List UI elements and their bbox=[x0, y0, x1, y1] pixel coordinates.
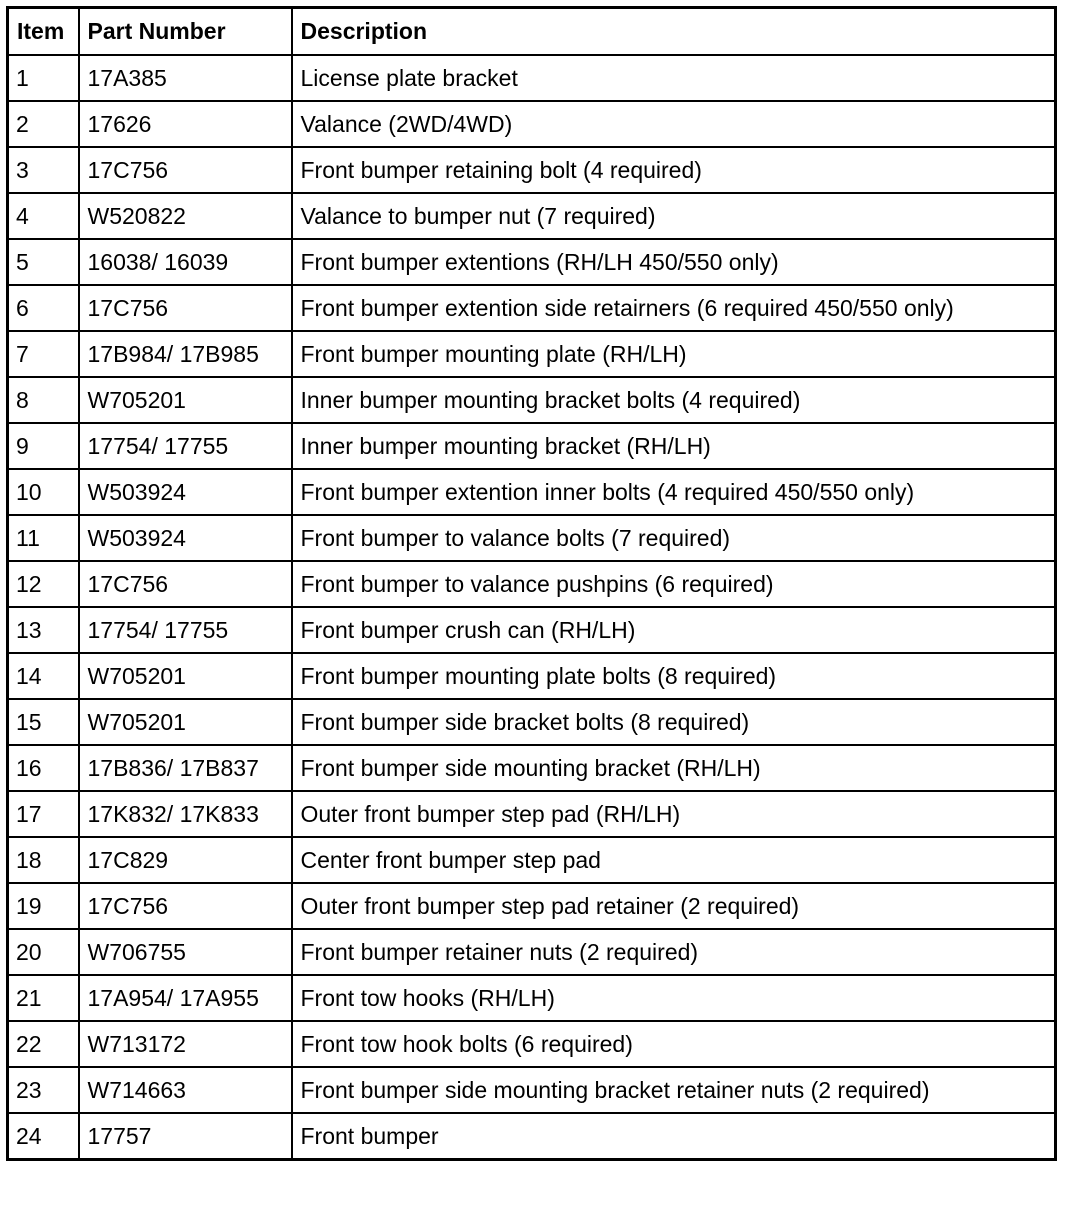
table-row bbox=[8, 469, 1056, 515]
table-row bbox=[8, 745, 1056, 791]
part-number-cell: W705201 bbox=[79, 699, 292, 745]
table-row bbox=[8, 653, 1056, 699]
description-cell: Front bumper side mounting bracket (RH/LH) bbox=[292, 745, 1056, 791]
description-cell: License plate bracket bbox=[292, 55, 1056, 101]
table-row bbox=[8, 331, 1056, 377]
table-row bbox=[8, 377, 1056, 423]
part-number-cell: 17C756 bbox=[79, 285, 292, 331]
description-cell: Outer front bumper step pad (RH/LH) bbox=[292, 791, 1056, 837]
description-cell: Front bumper extention side retairners (6 required 450/550 only) bbox=[292, 285, 1056, 331]
table-row bbox=[8, 1021, 1056, 1067]
table-row bbox=[8, 101, 1056, 147]
description-cell: Front bumper side bracket bolts (8 required) bbox=[292, 699, 1056, 745]
table-row bbox=[8, 239, 1056, 285]
table-row bbox=[8, 285, 1056, 331]
part-number-cell: W705201 bbox=[79, 653, 292, 699]
table-row bbox=[8, 791, 1056, 837]
part-number-cell: W714663 bbox=[79, 1067, 292, 1113]
part-number-cell: 16038/ 16039 bbox=[79, 239, 292, 285]
item-cell: 8 bbox=[8, 377, 79, 423]
table-row bbox=[8, 515, 1056, 561]
description-cell: Front bumper extention inner bolts (4 required 450/550 only) bbox=[292, 469, 1056, 515]
table-row bbox=[8, 55, 1056, 101]
description-cell: Front tow hook bolts (6 required) bbox=[292, 1021, 1056, 1067]
part-number-cell: 17757 bbox=[79, 1113, 292, 1160]
item-cell: 15 bbox=[8, 699, 79, 745]
table-row bbox=[8, 975, 1056, 1021]
part-number-cell: W705201 bbox=[79, 377, 292, 423]
table-row bbox=[8, 561, 1056, 607]
description-cell: Front tow hooks (RH/LH) bbox=[292, 975, 1056, 1021]
item-cell: 16 bbox=[8, 745, 79, 791]
item-cell: 20 bbox=[8, 929, 79, 975]
description-cell: Inner bumper mounting bracket (RH/LH) bbox=[292, 423, 1056, 469]
item-cell: 21 bbox=[8, 975, 79, 1021]
item-cell: 22 bbox=[8, 1021, 79, 1067]
header-item: Item bbox=[8, 8, 79, 56]
part-number-cell: 17754/ 17755 bbox=[79, 423, 292, 469]
item-cell: 19 bbox=[8, 883, 79, 929]
part-number-cell: 17A954/ 17A955 bbox=[79, 975, 292, 1021]
part-number-cell: 17K832/ 17K833 bbox=[79, 791, 292, 837]
description-cell: Front bumper retainer nuts (2 required) bbox=[292, 929, 1056, 975]
description-cell: Front bumper to valance pushpins (6 required) bbox=[292, 561, 1056, 607]
item-cell: 2 bbox=[8, 101, 79, 147]
item-cell: 11 bbox=[8, 515, 79, 561]
part-number-cell: 17B836/ 17B837 bbox=[79, 745, 292, 791]
description-cell: Front bumper bbox=[292, 1113, 1056, 1160]
part-number-cell: 17626 bbox=[79, 101, 292, 147]
part-number-cell: 17B984/ 17B985 bbox=[79, 331, 292, 377]
description-cell: Front bumper extentions (RH/LH 450/550 only) bbox=[292, 239, 1056, 285]
part-number-cell: W503924 bbox=[79, 515, 292, 561]
description-cell: Front bumper crush can (RH/LH) bbox=[292, 607, 1056, 653]
header-description: Description bbox=[292, 8, 1056, 56]
description-cell: Front bumper mounting plate (RH/LH) bbox=[292, 331, 1056, 377]
parts-body bbox=[8, 55, 1056, 1160]
table-row bbox=[8, 837, 1056, 883]
table-row bbox=[8, 147, 1056, 193]
item-cell: 1 bbox=[8, 55, 79, 101]
item-cell: 9 bbox=[8, 423, 79, 469]
table-row bbox=[8, 1113, 1056, 1160]
item-cell: 14 bbox=[8, 653, 79, 699]
part-number-cell: 17754/ 17755 bbox=[79, 607, 292, 653]
item-cell: 7 bbox=[8, 331, 79, 377]
description-cell: Inner bumper mounting bracket bolts (4 required) bbox=[292, 377, 1056, 423]
item-cell: 3 bbox=[8, 147, 79, 193]
part-number-cell: 17C829 bbox=[79, 837, 292, 883]
header-part-number: Part Number bbox=[79, 8, 292, 56]
table-row bbox=[8, 193, 1056, 239]
item-cell: 4 bbox=[8, 193, 79, 239]
item-cell: 5 bbox=[8, 239, 79, 285]
table-row bbox=[8, 883, 1056, 929]
item-cell: 12 bbox=[8, 561, 79, 607]
item-cell: 6 bbox=[8, 285, 79, 331]
description-cell: Front bumper mounting plate bolts (8 required) bbox=[292, 653, 1056, 699]
item-cell: 13 bbox=[8, 607, 79, 653]
part-number-cell: W520822 bbox=[79, 193, 292, 239]
part-number-cell: 17C756 bbox=[79, 561, 292, 607]
table-row bbox=[8, 423, 1056, 469]
item-cell: 23 bbox=[8, 1067, 79, 1113]
item-cell: 17 bbox=[8, 791, 79, 837]
table-row bbox=[8, 699, 1056, 745]
description-cell: Front bumper retaining bolt (4 required) bbox=[292, 147, 1056, 193]
part-number-cell: 17A385 bbox=[79, 55, 292, 101]
description-cell: Valance to bumper nut (7 required) bbox=[292, 193, 1056, 239]
description-cell: Front bumper to valance bolts (7 required) bbox=[292, 515, 1056, 561]
table-row bbox=[8, 607, 1056, 653]
parts-table bbox=[6, 6, 1057, 1161]
part-number-cell: W713172 bbox=[79, 1021, 292, 1067]
table-row bbox=[8, 929, 1056, 975]
item-cell: 18 bbox=[8, 837, 79, 883]
description-cell: Valance (2WD/4WD) bbox=[292, 101, 1056, 147]
description-cell: Front bumper side mounting bracket retainer nuts (2 required) bbox=[292, 1067, 1056, 1113]
item-cell: 24 bbox=[8, 1113, 79, 1160]
table-row bbox=[8, 1067, 1056, 1113]
header-row bbox=[8, 8, 1056, 56]
item-cell: 10 bbox=[8, 469, 79, 515]
description-cell: Center front bumper step pad bbox=[292, 837, 1056, 883]
part-number-cell: 17C756 bbox=[79, 883, 292, 929]
part-number-cell: W706755 bbox=[79, 929, 292, 975]
description-cell: Outer front bumper step pad retainer (2 required) bbox=[292, 883, 1056, 929]
part-number-cell: W503924 bbox=[79, 469, 292, 515]
part-number-cell: 17C756 bbox=[79, 147, 292, 193]
